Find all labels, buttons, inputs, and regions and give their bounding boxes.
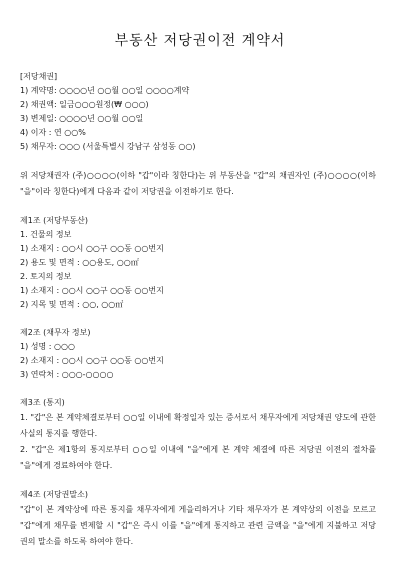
article2-name: 1) 성명 : ○○○ — [20, 342, 75, 351]
mortgage-claim-contract: 1) 계약명: ○○○○년 ○○월 ○○일 ○○○○계약 — [20, 86, 190, 95]
article1-building-usage: 2) 용도 및 면적 : ○○용도, ○○㎡ — [20, 258, 139, 267]
mortgage-claim-heading: [저당채권] — [20, 72, 58, 81]
article2-heading: 제2조 (채무자 정보) — [20, 328, 91, 337]
article1-land-info: 2. 토지의 정보 — [20, 272, 72, 281]
article1-building-location: 1) 소재지 : ○○시 ○○구 ○○동 ○○번지 — [20, 244, 164, 253]
article3-clause2: 2. "갑"은 제1항의 통지로부터 ○○일 이내에 "을"에게 본 계약 체결에 따른 저당권 이전의 절차를 "을"에게 경료하여야 한다. — [20, 445, 376, 470]
article1-land-location: 1) 소재지 : ○○시 ○○구 ○○동 ○○번지 — [20, 286, 164, 295]
intro-paragraph: 위 저당채권자 (주)○○○○(이하 "갑"이라 칭한다)는 위 부동산을 "갑"의 채권자인 (주)○○○○(이하 "을"이라 칭한다)에게 다음과 같이 저당권을 이전하기로 한다. — [20, 171, 376, 196]
article4-heading: 제4조 (저당권말소) — [20, 490, 88, 499]
mortgage-claim-debtor: 5) 채무자: ○○○ (서울특별시 강남구 삼성동 ○○) — [20, 142, 196, 151]
mortgage-claim-interest: 4) 이자 : 연 ○○% — [20, 128, 86, 137]
document-body — [20, 70, 376, 550]
document-title: 부동산 저당권이전 계약서 — [114, 33, 286, 49]
article2-contact: 3) 연락처 : ○○○-○○○○ — [20, 370, 114, 379]
article3-heading: 제3조 (통지) — [20, 398, 65, 407]
article1-building-info: 1. 건물의 정보 — [20, 230, 72, 239]
mortgage-claim-amount: 2) 채권액: 일금○○○원정(₩ ○○○) — [20, 100, 149, 109]
article2-location: 2) 소재지 : ○○시 ○○구 ○○동 ○○번지 — [20, 356, 164, 365]
mortgage-claim-due-date: 3) 변제일: ○○○○년 ○○월 ○○일 — [20, 114, 144, 123]
article3-clause1: 1. "갑"은 본 계약체결로부터 ○○일 이내에 확정일자 있는 증서로서 채무자에게 저당채권 양도에 관한 사실의 통지를 행한다. — [20, 413, 376, 438]
article4-clause: "갑"이 본 계약상에 따른 통지를 채무자에게 게을리하거나 기타 채무자가 본 계약상의 이전을 모르고 "갑"에게 채무를 변제할 시 "갑"은 즉시 이를 "을"에게 통지하고 관련 금액을 "을"에게 지불하고 저당권의 말소를 하도록 하여야 한다. — [20, 505, 376, 546]
article1-land-category: 2) 지목 및 면적 : ○○, ○○㎡ — [20, 300, 124, 309]
article1-heading: 제1조 (저당부동산) — [20, 216, 88, 225]
